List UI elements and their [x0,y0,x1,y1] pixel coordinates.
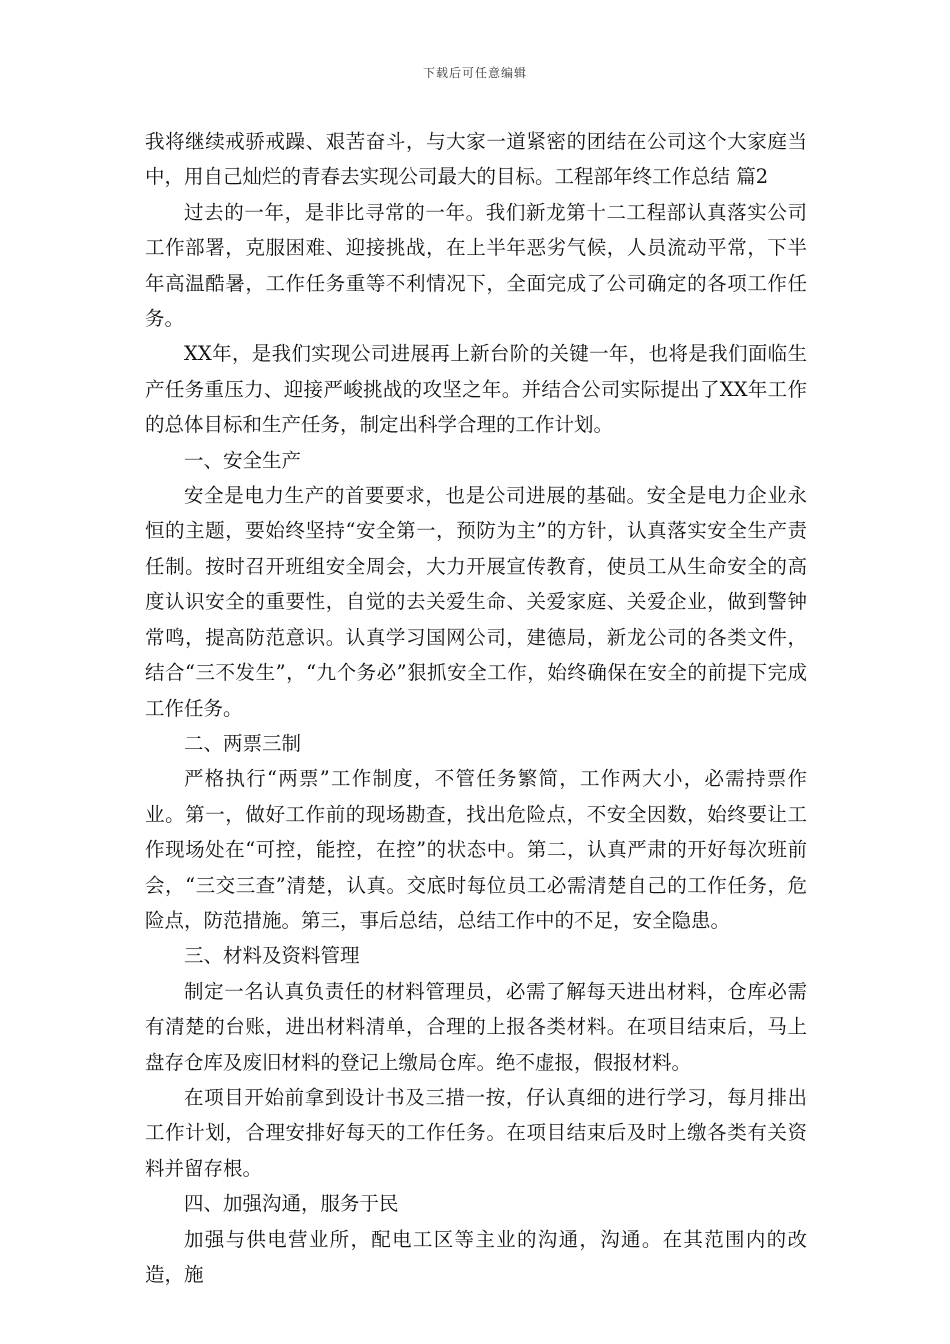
section-heading-communication: 四、加强沟通，服务于民 [184,1192,399,1216]
section-heading-safety: 一、安全生产 [184,448,302,472]
section-heading-materials: 三、材料及资料管理 [184,944,360,968]
page-header: 下载后可任意编辑 [422,66,527,80]
paragraph-two-tickets: 严格执行“两票”工作制度，不管任务繁简，工作两大小，必需持票作业。第一，做好工作前的现场勘查，找出危险点，不安全因数，始终要让工作现场处在“可控，能控，在控”的状态中。第二，认真严肃的开好每次班前会，“三交三查”清楚，认真。交底时每位员工必需清楚自己的工作任务，危险点，防范措施。第三，事后总结，总结工作中的不足，安全隐患。 [145,767,807,932]
paragraph-xx-year: XX年，是我们实现公司进展再上新台阶的关键一年，也将是我们面临生产任务重压力、迎接严峻挑战的攻坚之年。并结合公司实际提出了XX年工作的总体目标和生产任务，制定出科学合理的工作计划。 [145,342,807,437]
paragraph-materials: 制定一名认真负责任的材料管理员，必需了解每天进出材料，仓库必需有清楚的台账，进出材料清单，合理的上报各类材料。在项目结束后，马上盘存仓库及废旧材料的登记上缴局仓库。绝不虚报，假报材料。 [145,979,807,1074]
document-body [145,124,807,1292]
section-heading-two-tickets: 二、两票三制 [184,731,302,755]
paragraph-communication: 加强与供电营业所，配电工区等主业的沟通，沟通。在其范围内的改造，施 [145,1227,807,1286]
paragraph-safety: 安全是电力生产的首要要求，也是公司进展的基础。安全是电力企业永恒的主题，要始终坚持“安全第一，预防为主”的方针，认真落实安全生产责任制。按时召开班组安全周会，大力开展宣传教育，使员工从生命安全的高度认识安全的重要性，自觉的去关爱生命、关爱家庭、关爱企业，做到警钟常鸣，提高防范意识。认真学习国网公司，建德局，新龙公司的各类文件，结合“三不发生”，“九个务必”狠抓安全工作，始终确保在安全的前提下完成工作任务。 [145,484,807,720]
paragraph-continuation: 我将继续戒骄戒躁、艰苦奋斗，与大家一道紧密的团结在公司这个大家庭当中，用自己灿烂的青春去实现公司最大的目标。工程部年终工作总结 篇2 [145,130,807,189]
paragraph-past-year: 过去的一年，是非比寻常的一年。我们新龙第十二工程部认真落实公司工作部署，克服困难、迎接挑战，在上半年恶劣气候，人员流动平常，下半年高温酷暑，工作任务重等不利情况下，全面完成了公司确定的各项工作任务。 [145,200,807,331]
paragraph-documents: 在项目开始前拿到设计书及三措一按，仔认真细的进行学习，每月排出工作计划，合理安排好每天的工作任务。在项目结束后及时上缴各类有关资料并留存根。 [145,1085,807,1180]
